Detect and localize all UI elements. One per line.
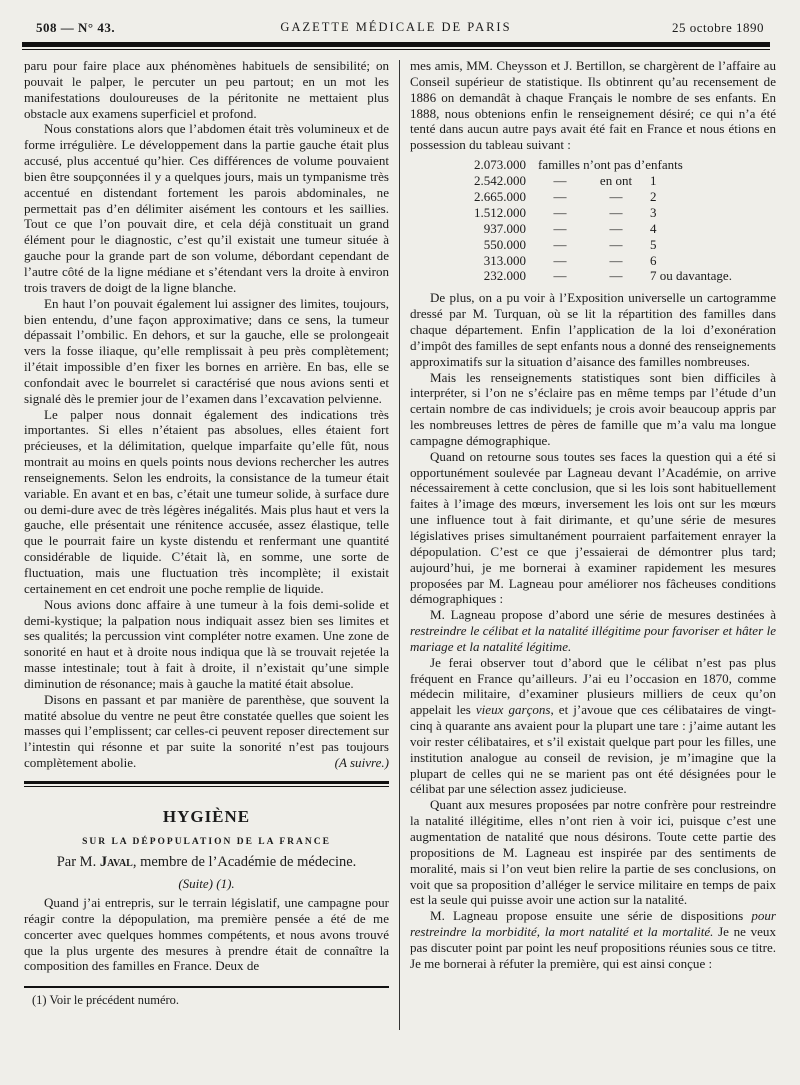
journal-title: GAZETTE MÉDICALE DE PARIS (280, 20, 512, 34)
table-cell-children: 1 (650, 172, 657, 188)
table-cell-families: 2.073.000 (474, 157, 526, 173)
footnote: (1) Voir le précédent numéro. (32, 993, 180, 1008)
italic-text: pour restreindre la morbidité, la mort natalité et la mortalité. (410, 908, 776, 940)
header-rule-thin (22, 49, 770, 50)
issue-date: 25 octobre 1890 (672, 20, 764, 35)
paragraph-text: , et j’avoue que ces célibataires de vingt-cinq à quarante ans avaient pour la plupart une tare : j’aime autant les voir rester célibataires, et s’il existait quelque part pour les filles, une institution analogue au conseil de revision, je m’imagine que la plupart de celles qui ne se marient pas ont été désignées pour le célibat par une sélection assez judicieuse. (410, 702, 776, 797)
paragraph: Quant aux mesures proposées par notre confrère pour restreindre la natalité illégitime, elles n’ont rien à voir ici, puisque c’est une augmentation de natalité que nous désirons. Toute cette partie des propositions de M. Lagneau est inspirée par des sentiments de moralité, mais si l’on veut bien relire la partie de ses conclusions, on voit que sa proposition d’alléger le service militaire en temps de paix est la seule qui puisse avoir une action sur la natalité. (410, 797, 776, 908)
family-table (460, 157, 738, 284)
table-row (460, 237, 738, 253)
table-cell-families: 2.542.000 (474, 172, 526, 188)
paragraph: mes amis, MM. Cheysson et J. Bertillon, se chargèrent de l’affaire au Conseil supérieur de statistique. Ils obtinrent qu’au recensement de 1886 on demandât à chaque Français le nombre de ses enfants. En 1888, nous obtenions enfin le renseignement désiré; ce qui n’a été tenté dans aucun autre pays avait été fait en France et nous étions en possession du tableau suivant : (410, 58, 776, 153)
table-cell-children: 2 (650, 188, 657, 204)
author-suffix: , membre de l’Académie de médecine. (132, 853, 357, 870)
paragraph: Nous constations alors que l’abdomen était très volumineux et de forme irrégulière. Le développement dans la partie gauche était plus accusé, plus accentué qu’hier. Ces différences de volume pouvaient bien être soupçonnées il y a quelques jours, mais un tympanisme très accentué en distendant fortement les parois abdominales, ne permettait pas d’en délimiter aisément les contours et les saillies. Tout ce que l’on pouvait dire, et cela déjà constituait un grand élément pour le diagnostic, c’est qu’il existait une tumeur située à gauche pour la grande part de son volume, débordant cependant de l’autre côté de la ligne médiane et s’étendant vers la droite à environ trois travers de doigt de la ligne blanche. (24, 121, 389, 295)
table-ditto: — (609, 252, 623, 268)
table-ditto: — (553, 172, 567, 188)
italic-text: vieux garçons (475, 702, 551, 718)
paragraph: Nous avions donc affaire à une tumeur à la fois demi-solide et demi-kystique; la palpation nous indiquait assez bien ses limites et ses qualités; la percussion vint compléter notre examen. Une zone de sonorité en haut et à droite nous indiqua que là se trouvait rejetée la masse intestinale; tout à fait à droite, il n’existait qu’une simple diminution de résonance; mais à gauche la matité était absolue. (24, 596, 389, 691)
paragraph (410, 607, 776, 655)
paragraph-text: Disons en passant et par manière de parenthèse, que souvent la matité absolue du ventre ne peut être constatée quelles que soient les masses qui l’emplissent; car celles-ci peuvent reposer directement sur l’intestin qui résonne et par suite la sonorité n’est pas toujours complètement abolie. (24, 691, 389, 771)
table-cell-families: 313.000 (483, 252, 526, 268)
paragraph: Quand on retourne sous toutes ses faces la question qui a été si opportunément soulevée par Lagneau devant l’Académie, on arrive nécessairement à cette conclusion, que si les lois sont habituellement faites à l’image des mœurs, inversement les lois ont sur les mœurs une influence tout à fait dirimante, et qu’une série de mesures législatives prises simultanément pourraient parfaitement enrayer la dépopulation. C’est ce que j’essaierai de démontrer plus tard; aujourd’hui, je me bornerai à examiner rapidement les mesures proposées par M. Lagneau pour améliorer nos fâcheuses conditions démographiques : (410, 448, 776, 607)
table-ditto: — (553, 252, 567, 268)
table-ditto: — (609, 268, 623, 284)
page-number: 508 — N° 43. (36, 20, 116, 35)
table-ditto: — (609, 204, 623, 220)
continued-note: (Suite) (1). (178, 875, 235, 891)
table-sub-label: en ont (599, 172, 633, 188)
a-suivre: (A suivre.) (334, 755, 389, 771)
paragraph (410, 655, 776, 798)
paragraph: De plus, on a pu voir à l’Exposition universelle un cartogramme dressé par M. Turquan, où se lit la répartition des familles dans chaque département. Enfin l’application de la loi d’exonération d’impôt des familles de sept enfants nous a donné des renseignements approximatifs sur la situation d’aisance des familles nombreuses. (410, 290, 776, 369)
table-row (460, 157, 738, 173)
left-column (24, 58, 389, 1076)
table-cell-children: 4 (650, 220, 657, 236)
right-column (410, 58, 776, 1068)
paragraph: Mais les renseignements statistiques sont bien difficiles à interpréter, si l’on ne s’éclaire pas en même temps par l’étude d’un certain nombre de cas individuels; je crois avoir beaucoup appris par les nombreuses lettres de pères de famille que m’a valu ma longue campagne démographique. (410, 369, 776, 448)
page-header (20, 14, 772, 40)
header-rule (22, 42, 770, 47)
italic-text: restreindre le célibat et la natalité illégitime pour favoriser et hâter le mariage et la natalité légitime. (410, 623, 776, 654)
table-ditto: — (609, 220, 623, 236)
article-title: SUR LA DÉPOPULATION DE LA FRANCE (82, 836, 331, 847)
table-cell-families: 232.000 (483, 268, 526, 284)
table-ditto: — (553, 204, 567, 220)
table-ditto: — (553, 236, 567, 252)
table-row (460, 253, 738, 269)
table-cell-children: 6 (650, 252, 657, 268)
table-ditto: — (609, 188, 623, 204)
paragraph-text: Je ne veux pas discuter point par point les neuf propositions réunies sous ce titre. Je me bornerai à réfuter la première, qui est ainsi conçue : (410, 924, 776, 971)
column-separator (399, 60, 400, 1030)
table-cell-families: 937.000 (483, 220, 526, 236)
table-header-label: familles n’ont pas d’enfants (538, 157, 683, 173)
author-prefix: Par M. (56, 853, 97, 870)
table-cell-children: 5 (650, 236, 657, 252)
section-title: HYGIÈNE (162, 806, 251, 826)
table-row (460, 221, 738, 237)
table-row (460, 173, 738, 189)
paragraph-text: M. Lagneau propose d’abord une série de mesures destinées à (430, 607, 776, 623)
paragraph-text: M. Lagneau propose ensuite une série de dispositions (430, 908, 744, 924)
table-row (460, 189, 738, 205)
table-ditto: — (553, 220, 567, 236)
table-ditto: — (553, 268, 567, 284)
table-row (460, 268, 738, 284)
paragraph (410, 908, 776, 971)
table-cell-children: 7 ou davantage. (650, 268, 732, 284)
paragraph: En haut l’on pouvait également lui assigner des limites, toujours, bien entendu, d’une façon approximative; dans ce sens, la tumeur dépassait l’ombilic. En dehors, et sur la gauche, elle se prolongeait vers la fosse iliaque, qu’elle remplissait à peu près complètement; il’était impossible d’en fixer les bornes en arrière. En bas, elle se confondait avec le bourrelet si caractérisé que nous avions senti et signalé dès le premier jour de l’examen dans l’excavation pelvienne. (24, 295, 389, 406)
paragraph: Le palper nous donnait également des indications très importantes. Si elles n’étaient pas absolues, elles étaient fort précieuses, et la délimitation, quelque imparfaite qu’elle fût, nous montrait au moins en quels points nous devions rechercher les autres renseignements. Selon les endroits, la consistance de la tumeur était variable. En avant et en bas, c’était une tumeur solide, à surface dure ou demi-dure avec de très légères inégalités. Mais plus haut et vers la gauche, elle présentait une rénitence accusée, assez élastique, telle que le pourrait faire un kyste distendu et renfermant une quantité considérable de liquide. C’était là, en somme, une sorte de fluctuation, mais une fluctuation très incomplète; il existait certainement en cet endroit une poche remplie de liquide. (24, 406, 389, 596)
table-ditto: — (553, 188, 567, 204)
table-row (460, 205, 738, 221)
section-separator (24, 781, 389, 787)
table-cell-families: 2.665.000 (474, 188, 526, 204)
paragraph-text: Je ferai observer tout d’abord que le célibat n’est pas plus fréquent en France qu’ailleurs. J’ai eu l’occasion en 1870, comme médecin militaire, d’examiner plusieurs milliers de ceux qu’on appelait les (410, 654, 776, 718)
paragraph: Quand j’ai entrepris, sur le terrain législatif, une campagne pour réagir contre la dépopulation, ma première pensée a été de me concerter avec quelques hommes compétents, et nous avons trouvé que la plus urgente des mesures à prendre était de connaître la composition des familles en France. Deux de (24, 894, 389, 974)
paragraph-with-tail (24, 692, 389, 771)
table-cell-children: 3 (650, 204, 657, 220)
table-ditto: — (609, 236, 623, 252)
table-cell-families: 1.512.000 (474, 204, 526, 220)
article-author (24, 851, 389, 873)
author-name: Javal (99, 853, 133, 870)
table-cell-families: 550.000 (483, 236, 526, 252)
paragraph: paru pour faire place aux phénomènes habituels de sensibilité; on pouvait le palper, le percuter un peu partout; en un mot les manifestations douloureuses de la péritonite ne mettaient plus obstacle aux examens superficiel et profond. (24, 58, 389, 121)
